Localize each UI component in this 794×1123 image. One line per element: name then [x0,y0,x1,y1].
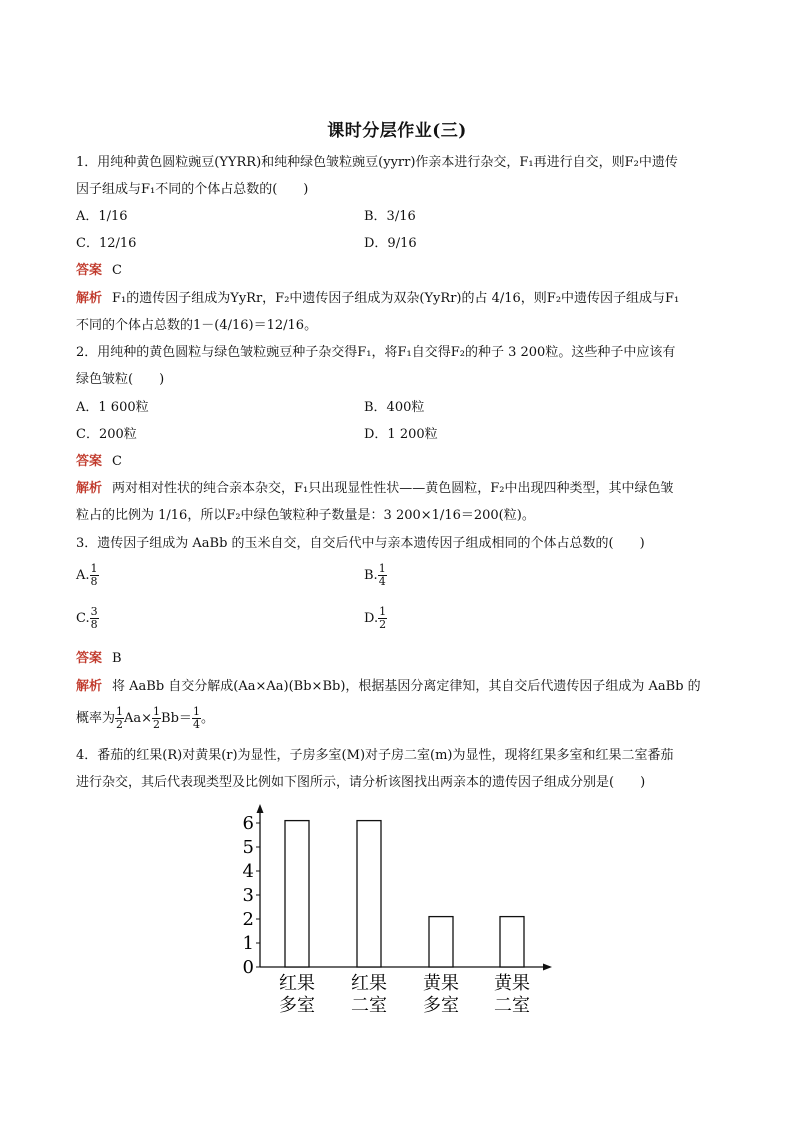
analysis-text: F₁的遗传因子组成为YyRr，F₂中遗传因子组成为双杂(YyRr)的占 4/16，则F₂中遗传因子组成与F₁ [112,291,680,306]
q1-analysis-line2: 不同的个体占总数的1－(4/16)＝12/16。 [76,318,318,333]
y-axis-arrow [257,804,264,813]
analysis-label: 解析 [76,291,103,306]
q3-analysis-line2: 概率为 $\frac{1}{2}$ Aa× $\frac{1}{2}$ Bb＝ $\frac{1}{4}$ 。 [76,705,214,731]
x-tick-label: 红果 [279,973,315,994]
q1-option-a: A．1/16 [76,209,128,224]
answer-label: 答案 [76,651,103,666]
answer-label: 答案 [76,263,103,278]
x-tick-label: 多室 [279,995,315,1016]
option-letter: A. [76,568,90,583]
y-tick-label: 2 [242,909,254,930]
x-tick-label: 二室 [351,995,387,1016]
answer-value: C [112,263,122,278]
answer-label: 答案 [76,454,103,469]
fraction: $\frac{1}{4}$ [192,705,200,731]
analysis-text: 将 AaBb 自交分解成(Aa×Aa)(Bb×Bb)，根据基因分离定律知，其自交后代遗传因子组成为 AaBb 的 [112,679,701,694]
fraction: $\frac{3}{8}$ [90,605,98,631]
q4-stem-line2: 进行杂交，其后代表现类型及比例如下图所示，请分析该图找出两亲本的遗传因子组成分别是( ) [76,775,646,790]
x-axis-arrow [543,964,552,971]
option-letter: C. [76,611,90,626]
fraction: $\frac{1}{2}$ [379,605,387,631]
bar [429,917,453,967]
x-tick-label: 黄果 [423,973,459,994]
q2-option-d: D．1 200粒 [364,427,438,442]
analysis-label: 解析 [76,481,103,496]
x-tick-label: 黄果 [494,973,530,994]
answer-value: C [112,454,122,469]
analysis-label: 解析 [76,679,103,694]
q3-stem-line1: 3．遗传因子组成为 AaBb 的玉米自交，自交后代中与亲本遗传因子组成相同的个体占总数的( ) [76,536,645,551]
q3-analysis-line1 [76,679,701,695]
q2-analysis-line1 [76,481,673,497]
y-tick-label: 5 [242,837,254,858]
bar [500,917,524,967]
q1-answer [76,263,122,279]
y-tick-label: 1 [242,933,254,954]
q3-option-c [76,606,99,631]
fraction: $\frac{1}{4}$ [378,562,386,588]
fraction: $\frac{1}{8}$ [90,562,98,588]
x-tick-label: 二室 [494,995,530,1016]
q1-option-d: D．9/16 [364,236,417,251]
q2-answer [76,454,122,470]
q2-option-b: B．400粒 [364,400,425,415]
x-tick-label: 红果 [351,973,387,994]
answer-value: B [112,651,122,666]
x-tick-label: 多室 [423,995,459,1016]
page-title: 课时分层作业(三) [327,121,467,141]
q1-stem-line1: 1．用纯种黄色圆粒豌豆(YYRR)和纯种绿色皱粒豌豆(yyrr)作亲本进行杂交，F₁再进行自交，则F₂中遗传 [76,155,678,170]
y-tick-label: 4 [242,861,254,882]
bar [285,821,309,967]
q1-option-b: B．3/16 [364,209,416,224]
fraction: $\frac{1}{2}$ [153,705,161,731]
q3-option-a [76,563,99,588]
option-letter: B. [364,568,378,583]
q1-analysis-line1 [76,291,679,307]
q3-option-b [364,563,387,588]
q2-analysis-line2: 粒占的比例为 1/16，所以F₂中绿色皱粒种子数量是：3 200×1/16＝200(粒)。 [76,508,535,523]
q2-stem-line1: 2．用纯种的黄色圆粒与绿色皱粒豌豆种子杂交得F₁，将F₁自交得F₂的种子 3 200粒。这些种子中应该有 [76,345,676,360]
y-tick-label: 3 [242,885,254,906]
y-tick-label: 0 [242,957,254,978]
y-tick-label: 6 [242,813,254,834]
q2-option-c: C．200粒 [76,427,137,442]
q1-option-c: C．12/16 [76,236,137,251]
q2-option-a: A．1 600粒 [76,400,149,415]
q4-stem-line1: 4．番茄的红果(R)对黄果(r)为显性，子房多室(M)对子房二室(m)为显性，现将红果多室和红果二室番茄 [76,748,674,763]
bar [357,821,381,967]
bar-chart [220,800,560,1030]
q2-stem-line2: 绿色皱粒( ) [76,372,165,387]
q1-stem-line2: 因子组成与F₁不同的个体占总数的( ) [76,182,309,197]
option-letter: D. [364,611,379,626]
q3-answer [76,651,122,667]
analysis-text: 两对相对性状的纯合亲本杂交，F₁只出现显性性状——黄色圆粒，F₂中出现四种类型，其中绿色皱 [112,481,674,496]
fraction: $\frac{1}{2}$ [116,705,124,731]
q3-option-d [364,606,387,631]
